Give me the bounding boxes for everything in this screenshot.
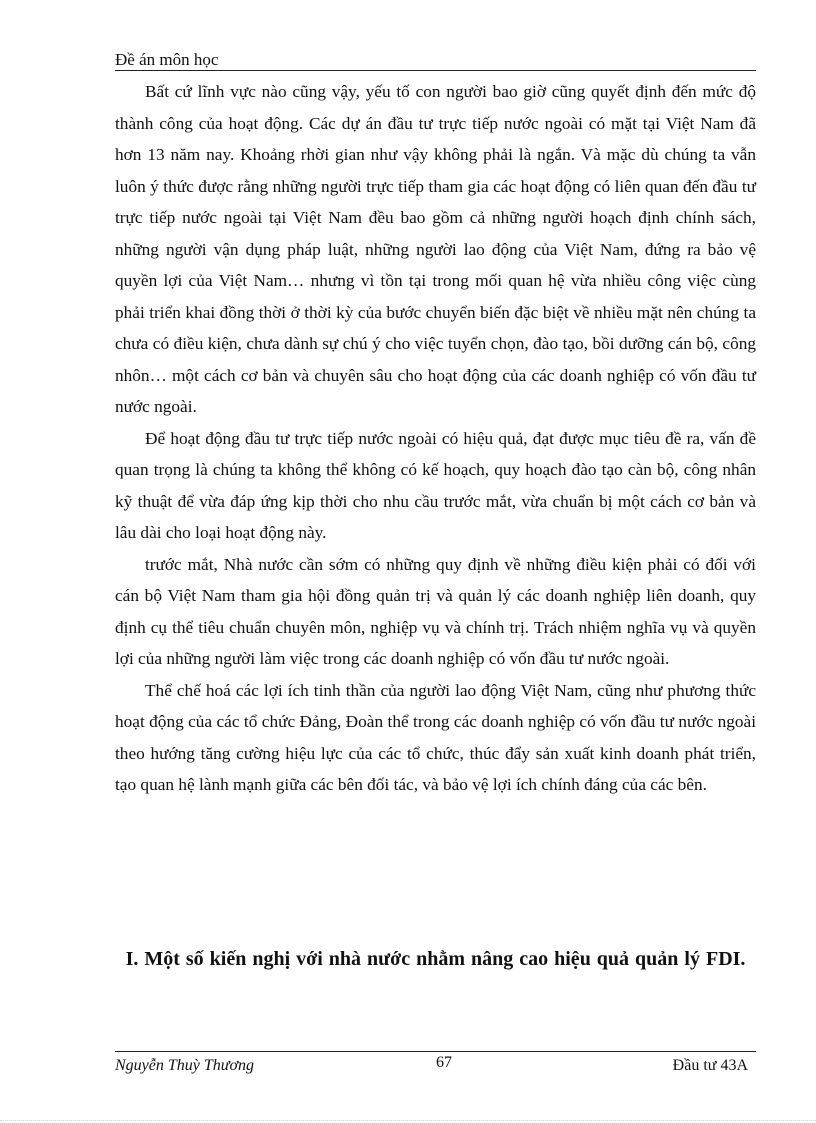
document-header-title: Đề án môn học: [115, 50, 219, 69]
header-divider: [115, 70, 756, 71]
body-paragraph-2: Để hoạt động đầu tư trực tiếp nước ngoài có hiệu quả, đạt được mục tiêu đề ra, vấn đề quan trọng là chúng ta không thể không có kế hoạch, quy hoạch đào tạo càn bộ, công nhân kỹ thuật để vừa đáp ứng kịp thời cho nhu cầu trước mắt, vừa chuẩn bị một cách cơ bản và lâu dài cho loại hoạt động này.: [115, 428, 756, 542]
footer-class-name: Đầu tư 43A: [672, 1057, 748, 1074]
body-paragraph-3: trước mắt, Nhà nước cần sớm có những quy định về những điều kiện phải có đối với cán bộ Việt Nam tham gia hội đồng quản trị và quản lý các doanh nghiệp liên doanh, quy định cụ thể tiêu chuẩn chuyên môn, nghiệp vụ và chính trị. Trách nhiệm nghĩa vụ và quyền lợi của những người làm việc trong các doanh nghiệp có vốn đầu tư nước ngoài.: [115, 554, 756, 668]
page-edge-divider: [0, 1120, 816, 1121]
footer-divider: [115, 1051, 756, 1052]
section-heading: I. Một số kiến nghị với nhà nước nhằm nâng cao hiệu quả quản lý FDI.: [125, 948, 746, 970]
body-paragraph-1: Bất cứ lĩnh vực nào cũng vậy, yếu tố con người bao giờ cũng quyết định đến mức độ thành công của hoạt động. Các dự án đầu tư trực tiếp nước ngoài có mặt tại Việt Nam đã hơn 13 năm nay. Khoảng rhời gian như vậy không phải là ngắn. Và mặc dù chúng ta vẫn luôn ý thức được rằng những người trực tiếp tham gia các hoạt động có liên quan đến đầu tư trực tiếp nước ngoài tại Việt Nam đều bao gồm cả những người hoạch định chính sách, những người vận dụng pháp luật, những người lao động của Việt Nam, đứng ra bảo vệ quyền lợi của Việt Nam… nhưng vì tồn tại trong mối quan hệ vừa nhiều công việc cùng phải triển khai đồng thời ở thời kỳ của bước chuyển biến đặc biệt về nhiều mặt nên chúng ta chưa có điều kiện, chưa dành sự chú ý cho việc tuyển chọn, đào tạo, bồi dưỡng cán bộ, công nhôn… một cách cơ bản và chuyên sâu cho hoạt động của các doanh nghiệp có vốn đầu tư nước ngoài.: [115, 82, 756, 416]
document-body: [115, 76, 756, 801]
footer-author: Nguyễn Thuỳ Thương: [115, 1057, 255, 1074]
body-paragraph-4: Thể chế hoá các lợi ích tinh thần của người lao động Việt Nam, cũng như phương thức hoạt động của các tổ chức Đảng, Đoàn thể trong các doanh nghiệp có vốn đầu tư nước ngoài theo hướng tăng cường hiệu lực của các tổ chức, thúc đẩy sản xuất kinh doanh phát triển, tạo quan hệ lành mạnh giữa các bên đối tác, và bảo vệ lợi ích chính đáng của các bên.: [115, 680, 756, 794]
page-number: 67: [436, 1054, 452, 1071]
